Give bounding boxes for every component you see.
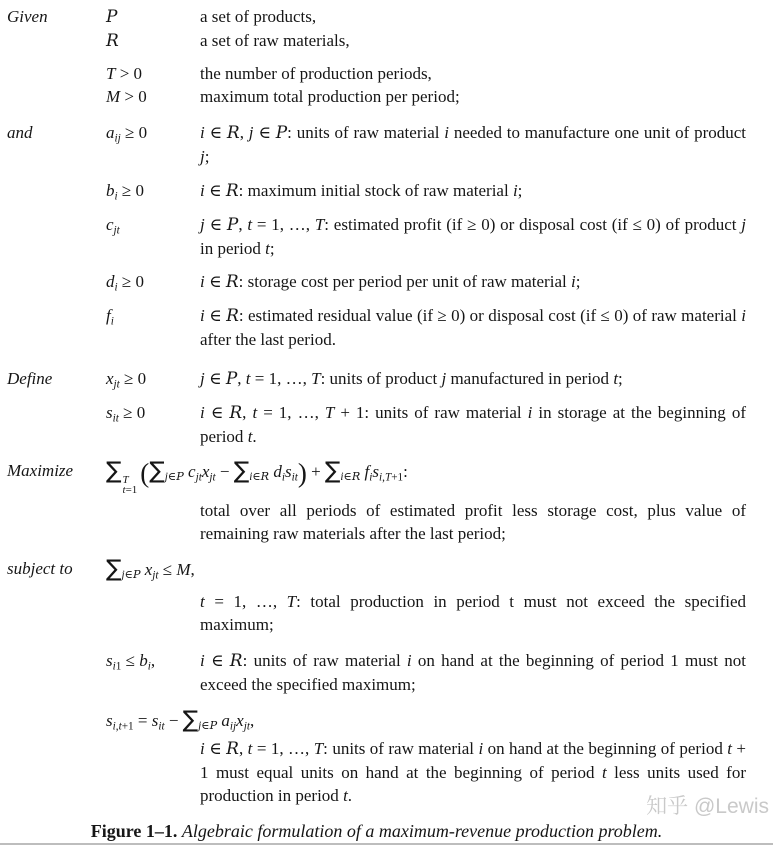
and-label: and [7,123,33,142]
desc-T: the number of production periods, [200,64,432,83]
symbol-di: $d_i \ge 0$ [106,272,144,294]
desc-fi: i ∈ R: estimated residual value (if ≥ 0) or disposal cost (if ≤ 0) of raw material i after the last period. [200,306,746,349]
constraint3-desc: i ∈ R, t = 1, …, T: units of raw material i on hand at the beginning of period t + 1 must equal units on hand at the beginning of period t less units used for production in period t. [200,739,746,805]
constraint2-desc: i ∈ R: units of raw material i on hand at the beginning of period 1 must not exceed the specified maximum; [200,651,746,694]
desc-cjt: j ∈ P, t = 1, …, T: estimated profit (if ≥ 0) or disposal cost (if ≤ 0) of product j in period t; [200,215,747,258]
given-label: Given [7,7,48,26]
constraint3-desc-row [7,737,746,807]
constraint2-row [7,649,746,696]
watermark-zhihu-lewis: 知乎 @Lewis [646,795,769,818]
constraint1-desc: t = 1, …, T: total production in period t must not exceed the specified maximum; [200,592,747,634]
desc-xjt: j ∈ P, t = 1, …, T: units of product j manufactured in period t; [200,369,623,389]
figure-caption-text: Algebraic formulation of a maximum-revenue production problem. [181,821,663,841]
symbol-fi: $f_i$ [106,306,114,328]
objective-formula: ∑ T t=1 ($\sum_{j\in P}$ $c_{jt}x_{jt} - \sum_{i\in R}$ $d_is_{it}) + \sum_{i\in R}$ $f_is_{i,T+1}$: [106,458,408,496]
and-row-aij [7,121,746,168]
desc-raw-materials-set: a set of raw materials, [200,31,350,50]
constraint2-formula: $s_{i1} \le b_i$, [106,651,156,673]
symbol-M: M > 0 [106,87,147,106]
define-label: Define [7,369,53,388]
symbol-aij: $a_{ij} \ge 0$ [106,123,148,145]
and-row-bi [7,179,746,203]
maximize-row [7,459,746,495]
symbol-T: T > 0 [106,64,143,83]
symbol-bi: $b_i \ge 0$ [106,181,144,203]
figure-caption [7,819,746,843]
desc-aij: i ∈ R, j ∈ P: units of raw material i needed to manufacture one unit of product j; [200,123,746,166]
given-row-max-production [7,85,746,108]
desc-sit: i ∈ R, t = 1, …, T + 1: units of raw material i in storage at the beginning of period t. [200,403,746,446]
constraint3-formula: $s_{i,t+1} = s_{it} - \sum_{j\in P}$ $a_{ij}x_{jt}$, [106,707,255,733]
symbol-products-set: P [106,7,118,27]
constraint1-desc-row [7,590,746,636]
figure-caption-tag: Figure 1–1. [90,821,178,841]
symbol-raw-materials-set: R [106,31,119,51]
bottom-rule [0,843,773,845]
given-row-products [7,5,746,29]
symbol-cjt: $c_{jt}$ [106,215,120,237]
define-row-sit [7,401,746,448]
desc-bi: i ∈ R: maximum initial stock of raw material i; [200,181,523,201]
maximize-desc-row [7,499,746,545]
maximize-label: Maximize [7,461,74,480]
subject-to-row [7,557,746,581]
and-row-fi [7,304,746,351]
desc-M: maximum total production per period; [200,87,460,106]
symbol-sit: $s_{it} \ge 0$ [106,403,146,425]
constraint3-formula-row [7,708,746,732]
and-row-di [7,270,746,294]
objective-desc: total over all periods of estimated profit less storage cost, plus value of remaining raw materials after the last period; [200,501,746,543]
desc-di: i ∈ R: storage cost per period per unit of raw material i; [200,272,581,292]
symbol-xjt: $x_{jt} \ge 0$ [106,369,147,391]
subject-to-label: subject to [7,559,73,578]
given-row-raw-materials [7,29,746,53]
desc-products-set: a set of products, [200,7,317,26]
define-row-xjt [7,367,746,391]
constraint1-formula: $\sum_{j\in P}$ $x_{jt} \le M$, [106,556,195,582]
given-row-periods [7,62,746,85]
and-row-cjt [7,213,746,260]
